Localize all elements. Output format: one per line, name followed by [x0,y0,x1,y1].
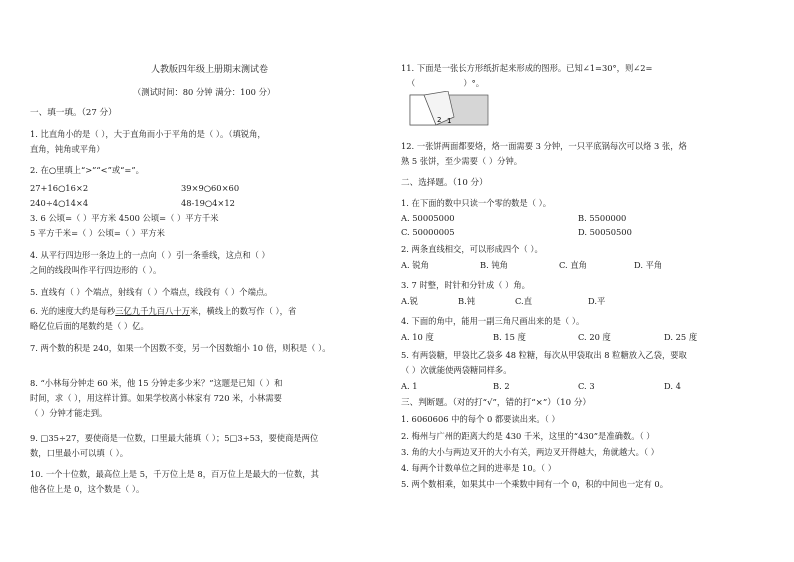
exam-title: 人教版四年级上册期末测试卷 [151,65,269,75]
question-12-line-1: 12. 一张饼两面都要烙，烙一面需要 3 分钟，一只平底锅每次可以烙 3 张，烙 [401,141,687,151]
section-true-false: 三、判断题。（对的打“√”，错的打“×”）（10 分） [401,398,592,408]
choice-1-option-c: C. 50000005 [401,227,455,237]
judge-3: 3. 角的大小与两边叉开的大小有关，两边叉开得越大，角就越大。（ ） [401,447,659,457]
choice-3: 3. 7 时整，时针和分针成（ ）角。 [401,280,530,290]
question-11-line-1: 11. 下面是一张长方形纸折起来形成的图形。已知∠1=30°，则∠2= [401,63,653,73]
question-7: 7. 两个数的积是 240，如果一个因数不变，另一个因数缩小 10 倍，则积是（ ）。 [30,343,331,353]
choice-3-option-c: C.直 [515,296,532,306]
exam-subtitle: （测试时间：80 分钟 满分：100 分） [133,87,276,97]
question-10-line-2: 他各位上是 0，这个数是（ ）。 [30,484,145,494]
choice-2-option-d: D. 平角 [634,260,663,270]
question-6-line-1 [30,306,296,316]
choice-4-option-d: D. 25 度 [664,332,698,342]
folded-paper-figure [406,91,490,129]
choice-5-option-b: B. 2 [493,381,510,391]
choice-5-option-d: D. 4 [664,381,681,391]
question-6-line-2: 略亿位后面的尾数约是（ ）亿。 [30,321,149,331]
question-6-prefix: 6. 光的速度大约是每秒 [30,306,116,316]
question-2: 2. 在○里填上“>”“<”或“=”。 [30,165,144,175]
question-1-line-2: 直角，钝角或平角） [30,144,105,154]
question-2-row-1-b: 39×9○60×60 [181,183,240,193]
choice-3-option-d: D.平 [588,296,606,306]
choice-1-option-a: A. 50005000 [401,213,455,223]
choice-3-option-b: B.钝 [458,296,476,306]
choice-4: 4. 下面的角中，能用一副三角尺画出来的是（ ）。 [401,316,585,326]
judge-1: 1. 6060606 中的每个 0 都要读出来。（ ） [401,414,560,424]
question-2-row-2-a: 240÷4○14×4 [30,198,89,208]
choice-1: 1. 在下面的数中只读一个零的数是（ ）。 [401,198,552,208]
question-8-line-3: （ ）分钟才能走到。 [30,408,108,418]
question-1-line-1: 1. 比直角小的是（ ），大于直角而小于平角的是（ ）。（填锐角， [30,129,266,139]
choice-2-option-a: A. 锐角 [401,260,429,270]
choice-4-option-c: C. 20 度 [578,332,611,342]
choice-1-option-d: D. 50050500 [578,227,632,237]
angle-1-label: 1 [447,117,452,125]
question-10-line-1: 10. 一个十位数，最高位上是 5，千万位上是 8，百万位上是最大的一位数，其 [30,469,319,479]
choice-4-option-a: A. 10 度 [401,332,434,342]
choice-2-option-c: C. 直角 [559,260,587,270]
choice-5-option-c: C. 3 [578,381,595,391]
question-3-line-1: 3. 6 公顷=（ ）平方米 4500 公顷=（ ）平方千米 [30,213,219,223]
question-6-underlined-number: 三亿九千九百八十万 [115,306,190,316]
judge-5: 5. 两个数相乘，如果其中一个乘数中间有一个 0，积的中间也一定有 0。 [401,479,668,489]
section-fill-in: 一、填一填。（27 分） [30,108,117,118]
question-11-line-2: （ ）°。 [407,78,485,88]
question-8-line-2: 时间，求（ ），用这样计算。如果学校离小林家有 720 米，小林需要 [30,393,282,403]
question-8-line-1: 8. “小林每分钟走 60 米，他 15 分钟走多少米？”这题是已知（ ）和 [30,378,283,388]
question-2-row-2-b: 48-19○4×12 [181,198,235,208]
judge-4: 4. 每两个计数单位之间的进率是 10。（ ） [401,463,556,473]
choice-2-option-b: B. 钝角 [480,260,508,270]
question-9-line-2: 数，口里最小可以填（ ）。 [30,448,129,458]
choice-5-line-2: （ ）次就能使两袋糖同样多。 [401,365,512,375]
question-12-line-2: 熟 5 张饼，至少需要（ ）分钟。 [401,156,523,166]
question-5: 5. 直线有（ ）个端点，射线有（ ）个端点，线段有（ ）个端点。 [30,287,273,297]
choice-3-option-a: A.锐 [401,296,418,306]
choice-5-option-a: A. 1 [401,381,418,391]
choice-5-line-1: 5. 有两袋糖，甲袋比乙袋多 48 粒糖，每次从甲袋取出 8 粒糖放入乙袋，要取 [401,350,687,360]
question-3-line-2: 5 平方千米=（ ）公顷=（ ）平方米 [30,228,165,238]
angle-2-label: 2 [437,116,442,124]
choice-2: 2. 两条直线相交，可以形成四个（ ）。 [401,244,543,254]
question-2-row-1-a: 27+16○16×2 [30,183,89,193]
question-6-suffix: 米，横线上的数写作（ ），省 [189,306,297,316]
judge-2: 2. 梅州与广州的距离大约是 430 千米，这里的“430”是准确数。（ ） [401,431,655,441]
section-choice: 二、选择题。（10 分） [401,178,488,188]
question-4-line-1: 4. 从平行四边形一条边上的一点向（ ）引一条垂线，这点和（ ） [30,250,270,260]
question-9-line-1: 9. □35÷27，要使商是一位数，口里最大能填（ ）；5□3÷53，要使商是两位 [30,433,319,443]
choice-4-option-b: B. 15 度 [493,332,526,342]
question-11-degree: °。 [471,78,485,88]
question-4-line-2: 之间的线段叫作平行四边形的（ ）。 [30,265,162,275]
choice-1-option-b: B. 5500000 [578,213,627,223]
